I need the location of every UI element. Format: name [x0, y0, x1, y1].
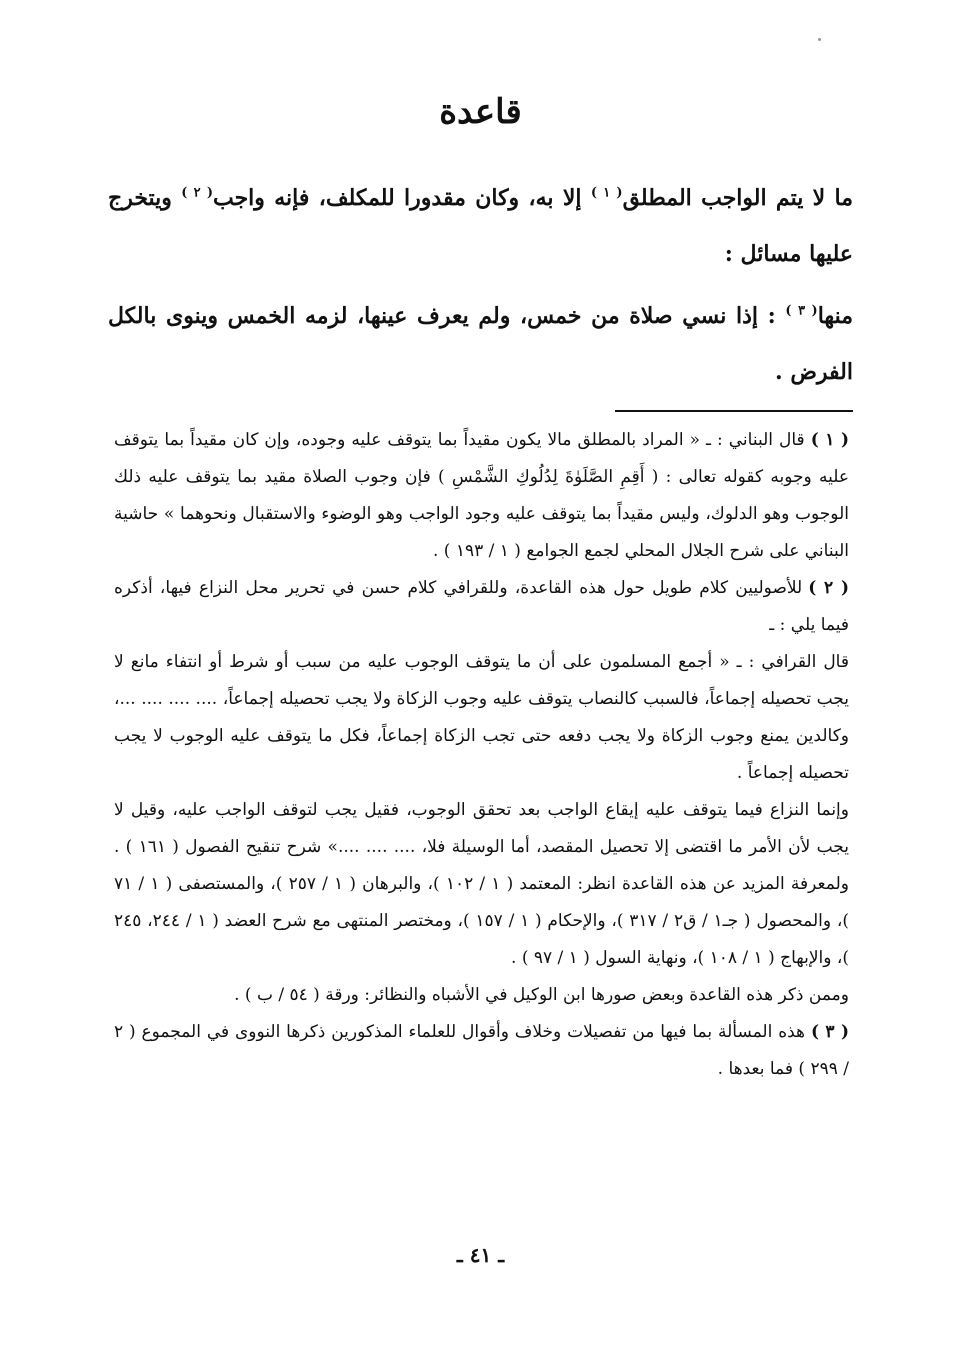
main-text-fragment: ما لا يتم الواجب المطلق — [622, 185, 854, 211]
footnote-separator — [615, 410, 853, 412]
main-text — [108, 170, 853, 400]
main-paragraph-2 — [108, 288, 853, 400]
footnote-number: ( ٣ ) — [811, 1022, 849, 1042]
footnote-text: قال البناني : ـ « المراد بالمطلق مالا يكون مقيداً بما يتوقف عليه وجوده، وإن كان مقيداً بما يتوقف عليه وجوبه كقوله تعالى : ( أَقِمِ الصَّلَوٰةَ لِدُلُوكِ الشَّمْسِ ) فإن وجوب الصلاة مقيد بما يتوقف عليه ذلك الوجوب وهو الدلوك، وليس مقيداً بما يتوقف عليه وجود الواجب وهو الوضوء والاستقبال ونحوهما » حاشية البناني على شرح الجلال المحلي لجمع الجوامع ( ١ / ١٩٣ ) . — [114, 430, 849, 561]
footnote-2-paragraph: وممن ذكر هذه القاعدة وبعض صورها ابن الوكيل في الأشباه والنظائر: ورقة ( ٥٤ / ب ) . — [234, 985, 849, 1005]
footnote-1 — [114, 422, 849, 570]
scan-speck — [818, 38, 821, 41]
footnote-2-paragraph: قال القرافي : ـ « أجمع المسلمون على أن ما يتوقف الوجوب عليه من سبب أو شرط أو انتفاء مانع لا يجب تحصيله إجماعاً، فالسبب كالنصاب يتوقف عليه وجوب الزكاة ولا يجب تحصيله إجماعاً، .... .... .... ...، وكالدين يمنع وجوب الزكاة ولا يجب دفعه حتى تجب الزكاة إجماعاً، فكل ما يتوقف عليه الوجوب لا يجب تحصيله إجماعاً . — [114, 652, 849, 783]
footnote-2 — [114, 570, 849, 644]
main-text-fragment: منها — [817, 303, 853, 329]
footnote-2-paragraph: وإنما النزاع فيما يتوقف عليه إيقاع الواجب بعد تحقق الوجوب، فقيل يجب لتوقف الواجب عليه، وقيل لا يجب لأن الأمر ما اقتضى إلا تحصيل المقصد، أما الوسيلة فلا، .... .... ....» شرح تنقيح الفصول ( ١٦١ ) . ولمعرفة المزيد عن هذه القاعدة انظر: المعتمد ( ١ / ١٠٢ )، والبرهان ( ١ / ٢٥٧ )، والمستصفى ( ١ / ٧١ )، والمحصول ( جـ١ / ق٢ / ٣١٧ )، والإحكام ( ١ / ١٥٧ )، ومختصر المنتهى مع شرح العضد ( ١ / ٢٤٤، ٢٤٥ )، والإبهاج ( ١ / ١٠٨ )، ونهاية السول ( ١ / ٩٧ ) . — [114, 800, 849, 968]
footnote-number: ( ١ ) — [810, 430, 850, 450]
page-number: ـ ٤١ ـ — [456, 1243, 505, 1267]
page-title: قاعدة — [439, 92, 522, 132]
main-text-fragment: : إذا نسي صلاة من خمس، ولم يعرف عينها، لزمه الخمس وينوى بالكل الفرض . — [108, 303, 853, 385]
footnote-text: هذه المسألة بما فيها من تفصيلات وخلاف وأقوال للعلماء المذكورين ذكرها النووى في المجموع ( ٢ / ٢٩٩ ) فما بعدها . — [114, 1022, 849, 1079]
footnote-3 — [114, 1014, 849, 1088]
footnotes — [114, 422, 849, 1088]
footnote-ref-1[interactable]: ( ١ ) — [590, 185, 623, 201]
footnote-ref-3[interactable]: ( ٣ ) — [785, 303, 818, 319]
footnote-text: للأصوليين كلام طويل حول هذه القاعدة، وللقرافي كلام حسن في تحرير محل النزاع فيها، أذكره فيما يلي : ـ — [114, 578, 849, 635]
footnote-ref-2[interactable]: ( ٢ ) — [181, 185, 213, 201]
footnote-number: ( ٢ ) — [808, 578, 849, 598]
main-text-fragment: ويتخرج عليها مسائل : — [108, 185, 853, 267]
main-paragraph-1 — [108, 170, 853, 282]
main-text-fragment: إلا به، وكان مقدورا للمكلف، فإنه واجب — [212, 185, 582, 211]
